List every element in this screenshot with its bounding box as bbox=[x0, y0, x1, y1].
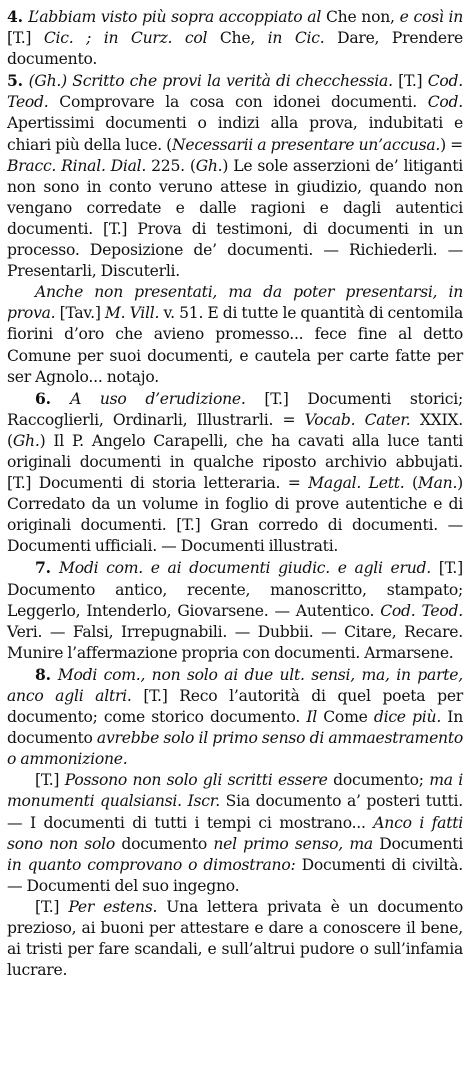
body-text: In documento bbox=[7, 708, 463, 748]
sense-number: 6. bbox=[35, 388, 71, 408]
italic-text: Cod. Teod. bbox=[380, 601, 463, 620]
entry-paragraph bbox=[7, 770, 463, 897]
body-text: [T.] bbox=[392, 72, 428, 91]
body-text: ) Le sole asserzioni de’ litiganti non sono in conto veruno attese in giudizio, quando non vengano corredate e dalle ragioni e dagli autentici documenti. [T.] Prova di testimoni, di documenti in un processo. Deposizione de’ documenti. — Richiederli. — Presentarli, Discuterli. bbox=[7, 156, 463, 281]
italic-text: e così in bbox=[399, 8, 463, 26]
body-text: 225. ( bbox=[146, 156, 196, 175]
body-text: Che non, bbox=[321, 8, 400, 26]
italic-text: nel primo senso, ma bbox=[213, 834, 373, 853]
body-text: ) Il P. Angelo Carapelli, che ha cavati alla luce tanti originali documenti in qualche riposto archivio abbujati. [T.] Documenti di storia letteraria. = bbox=[7, 431, 463, 493]
body-text: Come bbox=[316, 708, 374, 727]
sense-number: 7. bbox=[35, 558, 60, 578]
italic-text: in Cic. bbox=[267, 29, 325, 48]
body-text: [T.] bbox=[35, 897, 69, 916]
body-text: [T.] Documento antico, recente, manoscritto, stampato; Leggerlo, Intenderlo, Giovarsene. — Autentico. bbox=[7, 559, 463, 620]
italic-text: in quanto comprovano o dimostrano: bbox=[7, 855, 296, 874]
italic-text: avrebbe solo il primo senso di ammaestramento o ammonizione. bbox=[7, 729, 463, 769]
body-text: documento; bbox=[327, 771, 430, 790]
entry-paragraph bbox=[7, 282, 463, 387]
body-text: Documenti di civiltà. — Documenti del suo ingegno. bbox=[7, 855, 463, 895]
italic-text: Cod. Teod. bbox=[7, 72, 463, 112]
sense-number: 5. bbox=[7, 71, 29, 91]
italic-text: Vocab. Cater. bbox=[304, 410, 411, 429]
italic-text: Necessarii a presentare un’accusa. bbox=[171, 135, 441, 154]
sense-number: 8. bbox=[35, 664, 58, 684]
italic-text: Possono non solo gli scritti essere bbox=[64, 771, 328, 790]
italic-text: Per estens. bbox=[68, 897, 158, 916]
italic-text: M. Vill. bbox=[104, 304, 160, 323]
body-text: XXIX. ( bbox=[7, 410, 463, 450]
italic-text: Cod. bbox=[427, 93, 463, 112]
italic-text: Modi com., non solo ai due ult. sensi, ma, in parte, anco agli altri. bbox=[7, 665, 463, 705]
italic-text: dice più. bbox=[373, 708, 442, 727]
body-text: Sia documento a’ posteri tutti. — I documenti di tutti i tempi ci mostrano... bbox=[7, 792, 463, 832]
sense-number: 4. bbox=[7, 7, 29, 26]
entry-paragraph bbox=[7, 557, 463, 663]
body-text: Dare, Prendere documento. bbox=[7, 29, 464, 69]
body-text: Documenti bbox=[372, 834, 464, 853]
body-text: v. 51. E di tutte le quantità di centomila fiorini d’oro che avieno promesso... fece fine al detto Comune per suoi documenti, e cautela per carte fatte per ser Agnolo... notajo. bbox=[7, 304, 463, 386]
body-text: Una lettera privata è un documento prezioso, ai buoni per attestare e dare a conoscere il bene, ai tristi per fare scandali, e sull’altrui pudore o sull’infamia lucrare. bbox=[7, 897, 463, 980]
body-text: Apertissimi documenti o indizi alla prova, indubitati e chiari più della luce. ( bbox=[7, 114, 463, 154]
italic-text: Magal. Lett. bbox=[308, 474, 405, 493]
italic-text: Il bbox=[306, 708, 317, 727]
body-text: ) = bbox=[440, 135, 463, 154]
body-text: Comprovare la cosa con idonei documenti. bbox=[48, 93, 428, 112]
entry-paragraph bbox=[7, 70, 463, 282]
body-text: Che, bbox=[207, 29, 268, 48]
body-text: ( bbox=[404, 474, 418, 493]
body-text: ) Corredato da un volume in foglio di prove autentiche e di originali documenti. [T.] Gran corredo di documenti. — Documenti ufficiali. — Documenti illustrati. bbox=[7, 474, 463, 556]
entry-paragraph bbox=[7, 897, 463, 981]
italic-text: Modi com. e ai documenti giudic. e agli erud. bbox=[59, 559, 431, 578]
entry-paragraph bbox=[7, 388, 463, 558]
italic-text: L’abbiam visto più sopra accoppiato al bbox=[28, 8, 322, 26]
italic-text: Cic. ; in Curz. col bbox=[43, 29, 208, 48]
entry-paragraph bbox=[7, 664, 463, 770]
italic-text: Anche non presentati, ma da poter presentarsi, in prova. bbox=[7, 283, 463, 323]
body-text: [T.] bbox=[35, 771, 65, 790]
italic-text: ma i monumenti qualsiansi. Iscr. bbox=[7, 771, 463, 811]
italic-text: (Gh.) Scritto che provi la verità di checchessia. bbox=[28, 72, 393, 91]
italic-text: Gh. bbox=[12, 431, 40, 450]
body-text: [T.] Documenti storici; Raccoglierli, Ordinarli, Illustrarli. = bbox=[7, 389, 463, 429]
body-text: Veri. — Falsi, Irrepugnabili. — Dubbii. — Citare, Recare. Munire l’affermazione propria con documenti. Armarsene. bbox=[7, 622, 463, 662]
entry-paragraph bbox=[7, 6, 463, 70]
italic-text: Anco i fatti sono non solo bbox=[7, 813, 463, 853]
italic-text: Gh. bbox=[195, 156, 223, 175]
italic-text: A uso d’erudizione. bbox=[70, 389, 246, 408]
body-text: documento bbox=[115, 834, 214, 853]
body-text: [T.] Reco l’autorità di quel poeta per documento; come storico documento. bbox=[7, 687, 463, 727]
body-text: [T.] bbox=[7, 29, 44, 48]
italic-text: Man. bbox=[417, 474, 458, 493]
italic-text: Bracc. Rinal. Dial. bbox=[7, 156, 147, 175]
body-text: [Tav.] bbox=[55, 304, 105, 323]
